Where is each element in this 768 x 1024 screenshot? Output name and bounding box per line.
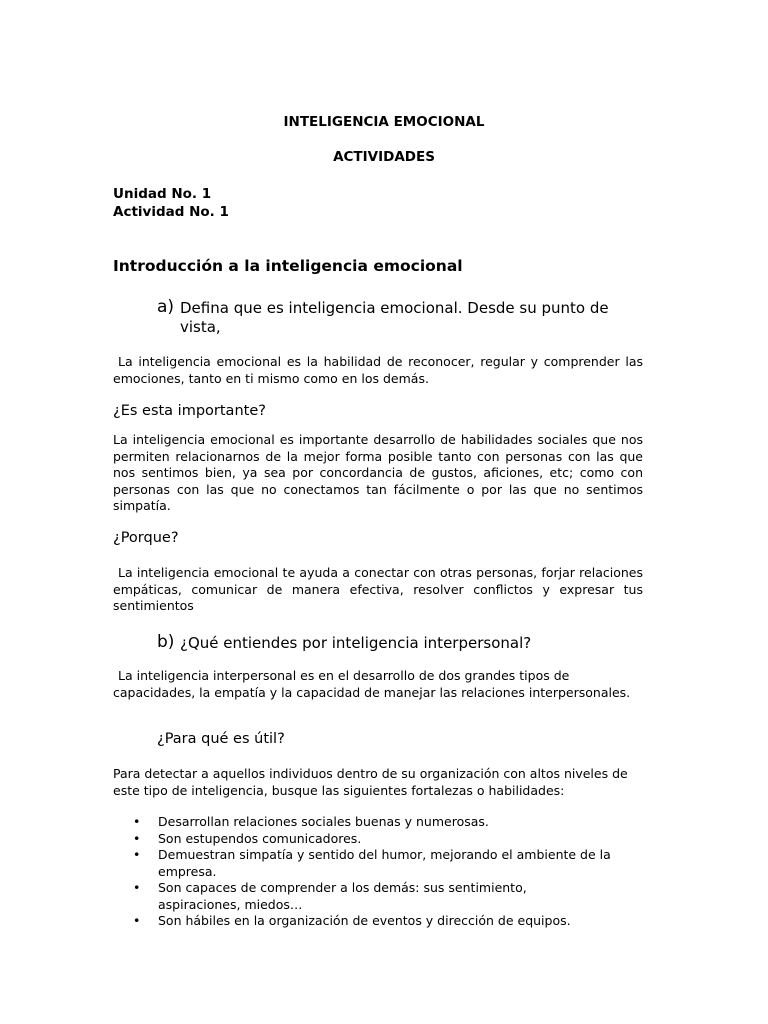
usefulness-intro: Para detectar a aquellos individuos dentro de su organización con altos niveles de este tipo de inteligencia, busque las siguientes fortalezas o habilidades: [113, 766, 628, 798]
question-a-answer: La inteligencia emocional es la habilidad de reconocer, regular y comprender las emociones, tanto en ti mismo como en los demás. [113, 354, 643, 386]
question-b-answer: La inteligencia interpersonal es en el desarrollo de dos grandes tipos de capacidades, la empatía y la capacidad de manejar las relaciones interpersonales. [113, 668, 631, 700]
why-answer: La inteligencia emocional te ayuda a conectar con otras personas, forjar relaciones empáticas, comunicar de manera efectiva, resolver conflictos y expresar tus sentimientos [113, 565, 643, 613]
bullet-icon: • [133, 913, 141, 928]
question-a-letter: a) [157, 297, 175, 317]
document-subtitle: ACTIVIDADES [333, 149, 435, 165]
why-question: ¿Porque? [113, 530, 179, 546]
bullet-icon: • [133, 830, 141, 846]
abilities-list [113, 814, 613, 930]
document-title: INTELIGENCIA EMOCIONAL [283, 114, 485, 130]
bullet-icon: • [133, 847, 141, 862]
section-title: Introducción a la inteligencia emocional [113, 257, 463, 275]
activity-label: Actividad No. 1 [113, 204, 229, 220]
list-item: • Desarrollan relaciones sociales buenas y numerosas. [133, 814, 489, 829]
question-b-letter: b) [157, 632, 175, 652]
importance-question: ¿Es esta importante? [113, 403, 266, 419]
list-item: • Son estupendos comunicadores. [133, 830, 362, 846]
question-b-text: ¿Qué entiendes por inteligencia interpersonal? [180, 634, 532, 652]
question-a-text: Defina que es inteligencia emocional. Desde su punto de vista, [180, 299, 609, 336]
usefulness-question: ¿Para qué es útil? [157, 731, 285, 747]
unit-label: Unidad No. 1 [113, 186, 212, 202]
list-item: • Son capaces de comprender a los demás: sus sentimiento, aspiraciones, miedos… [133, 880, 527, 912]
list-item: • Demuestran simpatía y sentido del humor, mejorando el ambiente de la empresa. [133, 847, 611, 879]
bullet-icon: • [133, 814, 141, 829]
bullet-icon: • [133, 880, 141, 895]
list-item: • Son hábiles en la organización de eventos y dirección de equipos. [133, 913, 571, 928]
importance-answer: La inteligencia emocional es importante desarrollo de habilidades sociales que nos permiten relacionarnos de la mejor forma posible tanto con personas con las que nos sentimos bien, ya sea por concordancia de gustos, aficiones, etc; como con personas con las que no conectamos tan fácilmente o por las que no sentimos simpatía. [113, 432, 643, 513]
